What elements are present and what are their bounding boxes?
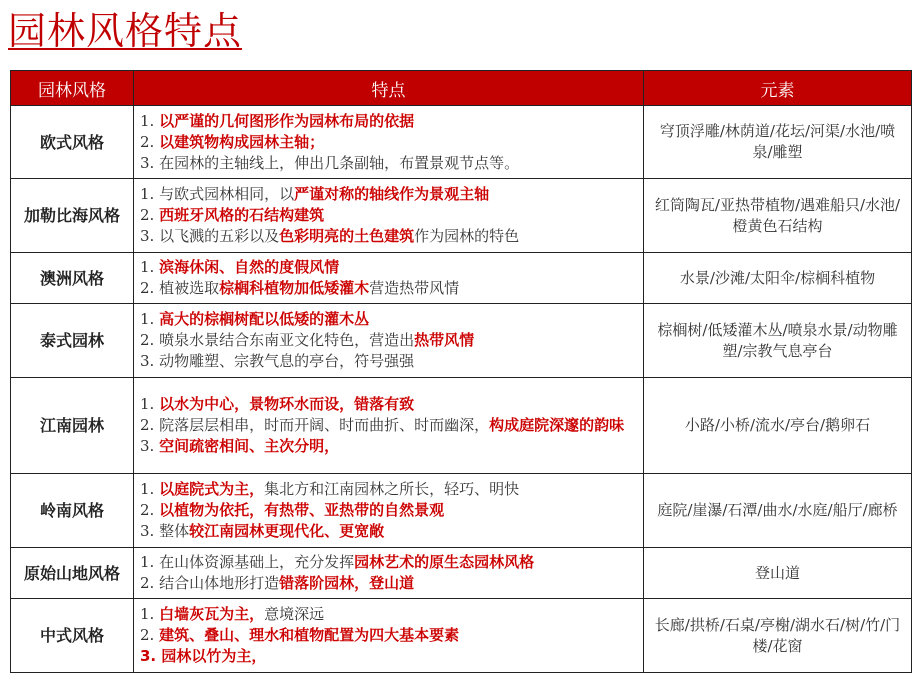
features-cell [134, 474, 644, 548]
feature-highlight-text: 以建筑物构成园林主轴； [159, 132, 325, 151]
feature-line [140, 153, 637, 174]
elements-cell: 红筒陶瓦/亚热带植物/遇难船只/水池/橙黄色石结构 [644, 179, 912, 253]
feature-text: 1. 与欧式园林相同，以 [140, 185, 295, 203]
feature-highlight-text: 错落阶园林，登山道 [279, 574, 415, 592]
style-name-cell: 江南园林 [11, 378, 134, 474]
feature-highlight-text: 以严谨的几何图形作为园林布局的依据 [159, 111, 415, 130]
table-row [11, 378, 912, 474]
feature-highlight-text: 棕榈科植物加低矮灌木 [219, 279, 370, 297]
feature-line [140, 351, 637, 372]
feature-line [140, 479, 637, 500]
feature-line [140, 500, 637, 521]
style-name-cell: 泰式园林 [11, 304, 134, 378]
features-cell [134, 599, 644, 673]
style-name-cell: 中式风格 [11, 599, 134, 673]
feature-text: 2. [140, 132, 160, 151]
feature-highlight-text: 以水为中心，景物环水而设，错落有致 [159, 395, 415, 413]
features-cell [134, 304, 644, 378]
feature-text: 2. 喷泉水景结合东南亚文化特色，营造出 [140, 331, 415, 349]
feature-text: 2. [140, 626, 160, 644]
elements-cell: 长廊/拱桥/石桌/亭榭/湖水石/树/竹/门楼/花窗 [644, 599, 912, 673]
feature-text: 集北方和江南园林之所长，轻巧、明快 [264, 480, 520, 498]
table-body [11, 106, 912, 673]
feature-line [140, 278, 637, 299]
feature-text: 3. 在园林的主轴线上，伸出几条副轴，布置景观节点等。 [140, 153, 520, 172]
feature-highlight-text: 色彩明亮的土色建筑 [279, 227, 415, 245]
table-row [11, 304, 912, 378]
feature-text: 1. 在山体资源基础上，充分发挥 [140, 553, 355, 571]
feature-text: 作为园林的特色 [414, 227, 520, 245]
feature-line [140, 257, 637, 278]
style-name-cell: 澳洲风格 [11, 253, 134, 304]
feature-highlight-text: 较江南园林更现代化、更宽敞 [189, 522, 385, 540]
table-row [11, 179, 912, 253]
feature-text: 2. 院落层层相串，时而开阔、时而曲折、时而幽深， [140, 416, 490, 434]
table-row [11, 599, 912, 673]
style-name-cell: 加勒比海风格 [11, 179, 134, 253]
feature-highlight-text: 以庭院式为主， [159, 480, 265, 498]
header-elements: 元素 [644, 71, 912, 106]
feature-text: 2. 结合山体地形打造 [140, 574, 280, 592]
features-cell [134, 548, 644, 599]
table-row [11, 106, 912, 179]
feature-text: 1. [140, 480, 160, 498]
feature-highlight-text: 以植物为依托，有热带、亚热带的自然景观 [159, 501, 445, 519]
feature-line [140, 330, 637, 351]
feature-text: 1. [140, 605, 160, 623]
feature-line [140, 604, 637, 625]
feature-line [140, 184, 637, 205]
feature-text: 3. 整体 [140, 522, 190, 540]
feature-line [140, 226, 637, 247]
features-cell [134, 179, 644, 253]
elements-cell: 水景/沙滩/太阳伞/棕榈科植物 [644, 253, 912, 304]
feature-highlight-text: 滨海休闲、自然的度假风情 [159, 258, 340, 276]
page-title: 园林风格特点 [8, 9, 243, 53]
feature-line [140, 309, 637, 330]
feature-text: 1. [140, 310, 160, 328]
feature-text: 营造热带风情 [369, 279, 460, 297]
feature-line [140, 132, 637, 153]
feature-highlight-text: 建筑、叠山、理水和植物配置为四大基本要素 [159, 626, 460, 644]
features-cell [134, 253, 644, 304]
elements-cell: 棕榈树/低矮灌木丛/喷泉水景/动物雕塑/宗教气息亭台 [644, 304, 912, 378]
style-name-cell: 岭南风格 [11, 474, 134, 548]
feature-text: 2. 植被选取 [140, 279, 220, 297]
elements-cell: 穹顶浮雕/林荫道/花坛/河渠/水池/喷泉/雕塑 [644, 106, 912, 179]
feature-text: 1. [140, 258, 160, 276]
feature-text: 2. [140, 501, 160, 519]
feature-line [140, 394, 637, 415]
style-name-cell: 原始山地风格 [11, 548, 134, 599]
feature-text: 3. 动物雕塑、宗教气息的亭台，符号强强 [140, 352, 415, 370]
table-row [11, 253, 912, 304]
feature-highlight-text: 白墙灰瓦为主， [159, 605, 265, 623]
feature-highlight-text: 西班牙风格的石结构建筑 [159, 206, 325, 224]
feature-text: 意境深远 [264, 605, 325, 623]
table-header-row [11, 71, 912, 106]
header-features: 特点 [134, 71, 644, 106]
feature-line [140, 415, 637, 436]
feature-text: 3. [140, 437, 160, 455]
feature-line [140, 436, 637, 457]
feature-line [140, 111, 637, 132]
header-style: 园林风格 [11, 71, 134, 106]
style-name-cell: 欧式风格 [11, 106, 134, 179]
feature-highlight-text: 高大的棕榈树配以低矮的灌木丛 [159, 310, 370, 328]
features-cell [134, 378, 644, 474]
elements-cell: 登山道 [644, 548, 912, 599]
feature-line [140, 646, 637, 667]
feature-text: 1. [140, 395, 160, 413]
table-row [11, 548, 912, 599]
features-cell [134, 106, 644, 179]
feature-highlight-text: 构成庭院深邃的韵味 [489, 416, 625, 434]
feature-line [140, 552, 637, 573]
elements-cell: 庭院/崖瀑/石潭/曲水/水庭/船厅/廊桥 [644, 474, 912, 548]
elements-cell: 小路/小桥/流水/亭台/鹅卵石 [644, 378, 912, 474]
feature-highlight-text: 空间疏密相间、主次分明， [159, 437, 340, 455]
feature-line [140, 625, 637, 646]
feature-highlight-text: 严谨对称的轴线作为景观主轴 [294, 185, 490, 203]
feature-line [140, 521, 637, 542]
feature-highlight-text: 3. 园林以竹为主， [140, 647, 267, 665]
feature-highlight-text: 园林艺术的原生态园林风格 [354, 553, 535, 571]
feature-text: 1. [140, 111, 160, 130]
feature-text: 2. [140, 206, 160, 224]
feature-highlight-text: 热带风情 [414, 331, 475, 349]
feature-text: 3. 以飞溅的五彩以及 [140, 227, 280, 245]
feature-line [140, 205, 637, 226]
garden-style-table [10, 70, 912, 673]
table-row [11, 474, 912, 548]
feature-line [140, 573, 637, 594]
